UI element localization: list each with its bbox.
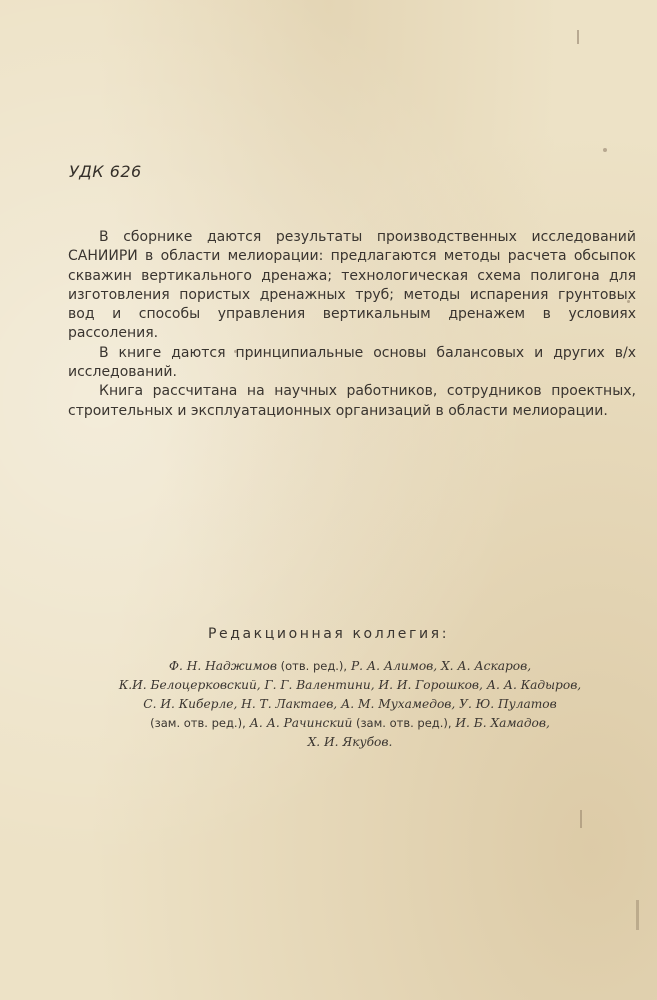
member-role: (зам. отв. ред.), [352, 716, 452, 730]
paper-speck [603, 148, 607, 152]
member-name: Р. А. Алимов, Х. А. Аскаров, [347, 659, 532, 673]
editorial-line-2: К.И. Белоцерковский, Г. Г. Валентини, И. И. Горошков, А. А. Кадыров, [118, 678, 582, 692]
abstract-text [68, 228, 636, 421]
editorial-line-1 [70, 657, 630, 676]
editorial-board-title: Редакционная коллегия: [207, 626, 450, 642]
member-name: И. Б. Хамадов, [451, 716, 550, 730]
paper-speck [580, 810, 582, 828]
abstract-paragraph-2: В книге даются принципиальные основы балансовых и других в/х исследований. [68, 344, 636, 381]
editorial-board-members [70, 657, 630, 752]
editorial-line-3: С. И. Киберле, Н. Т. Лактаев, А. М. Мухамедов, У. Ю. Пулатов [143, 697, 557, 711]
paper-speck [636, 900, 639, 930]
abstract-paragraph-1: В сборнике даются результаты производственных исследований САНИИРИ в области мелиорации: предлагаются методы расчета обсыпок скважин вертикального дренажа; технологическая схема полигона для изготовления пористых дренажных труб; методы испарения грунтовых вод и способы управления вертикальным дренажем в условиях рассоления. [68, 229, 636, 342]
member-role: (зам. отв. ред.), [150, 716, 246, 730]
member-name: Ф. Н. Наджимов [168, 659, 277, 673]
paper-speck [627, 300, 630, 303]
udk-code: УДК 626 [69, 162, 142, 181]
member-role: (отв. ред.), [276, 659, 348, 673]
editorial-line-4 [70, 714, 630, 733]
paper-speck [234, 350, 237, 353]
member-name: А. А. Рачинский [245, 716, 353, 730]
abstract-paragraph-3: Книга рассчитана на научных работников, сотрудников проектных, строительных и эксплуатационных организаций в области мелиорации. [68, 383, 636, 419]
paper-speck [577, 30, 579, 44]
editorial-line-5: Х. И. Якубов. [307, 735, 393, 749]
